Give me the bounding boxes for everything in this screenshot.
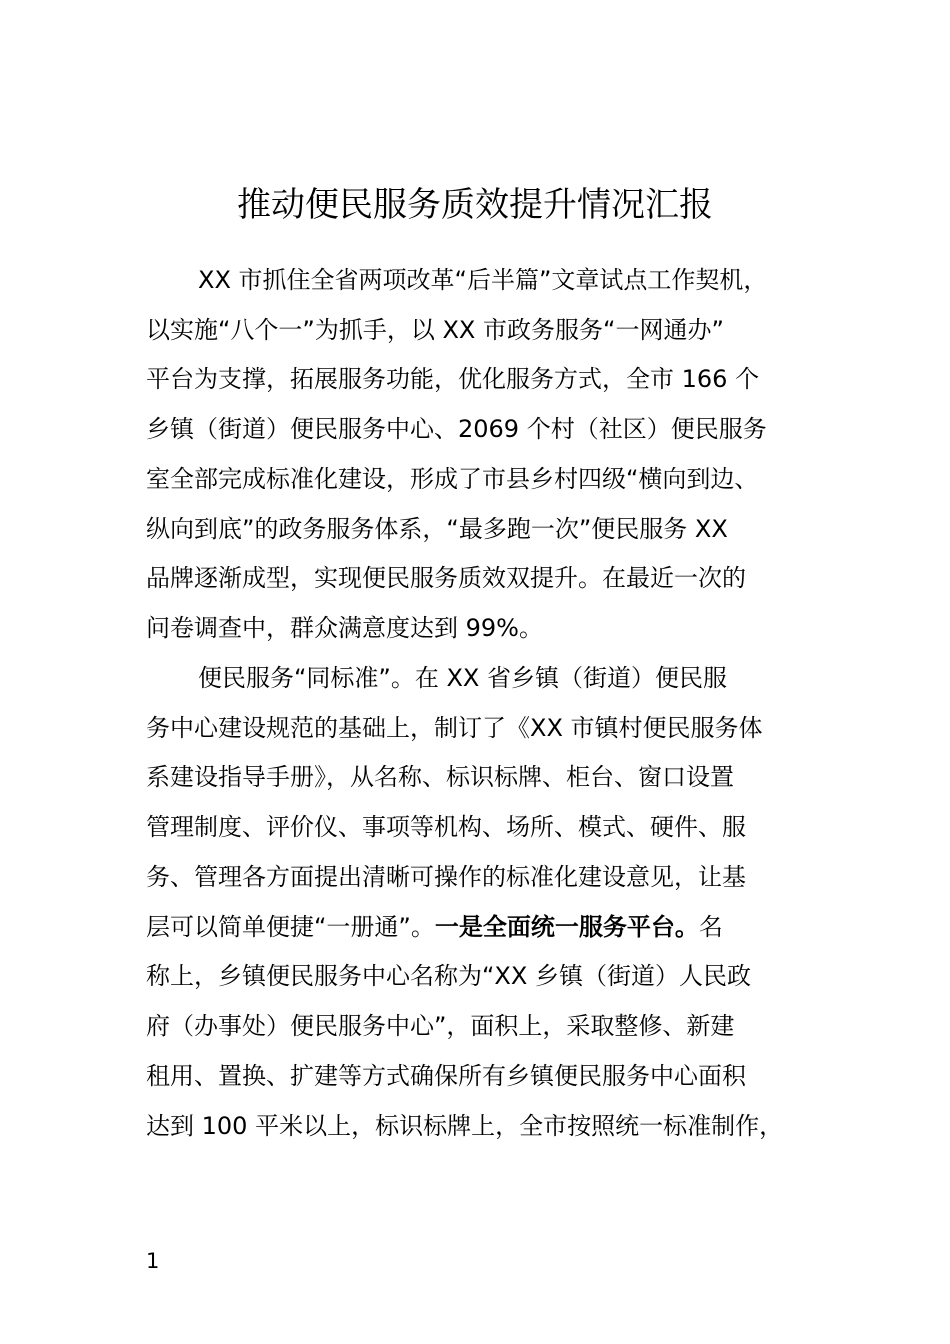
paragraph-line: 称上，乡镇便民服务中心名称为“XX 乡镇（街道）人民政	[146, 962, 751, 990]
inline-bold-heading: 一是全面统一服务平台。	[434, 913, 699, 941]
paragraph-line: 以实施“八个一”为抓手，以 XX 市政务服务“一网通办”	[146, 316, 724, 344]
paragraph-line: 管理制度、评价仪、事项等机构、场所、模式、硬件、服	[146, 813, 746, 841]
line-text: 名	[698, 913, 723, 941]
paragraph-line: 乡镇（街道）便民服务中心、2069 个村（社区）便民服务	[146, 415, 767, 443]
paragraph-line: 府（办事处）便民服务中心”，面积上，采取整修、新建	[146, 1012, 735, 1040]
paragraph-line: 品牌逐渐成型，实现便民服务质效双提升。在最近一次的	[146, 564, 746, 592]
paragraph-line: XX 市抓住全省两项改革“后半篇”文章试点工作契机，	[198, 266, 768, 294]
paragraph-line: 室全部完成标准化建设，形成了市县乡村四级“横向到边、	[146, 465, 759, 493]
paragraph-line: 务中心建设规范的基础上，制订了《XX 市镇村便民服务体	[146, 714, 763, 742]
paragraph-line: 达到 100 平米以上，标识标牌上，全市按照统一标准制作，	[146, 1112, 784, 1140]
paragraph-line: 便民服务“同标准”。在 XX 省乡镇（街道）便民服	[198, 664, 728, 692]
paragraph-line: 租用、置换、扩建等方式确保所有乡镇便民服务中心面积	[146, 1062, 746, 1090]
paragraph-line: 务、管理各方面提出清晰可操作的标准化建设意见，让基	[146, 863, 746, 891]
page-number: 1	[146, 1249, 160, 1273]
paragraph-line: 平台为支撑，拓展服务功能，优化服务方式，全市 166 个	[146, 365, 760, 393]
paragraph-line: 系建设指导手册》，从名称、标识标牌、柜台、窗口设置	[146, 763, 734, 791]
paragraph-line: 问卷调查中，群众满意度达到 99%。	[146, 614, 543, 642]
paragraph-line-with-heading	[146, 905, 723, 949]
line-text: 层可以简单便捷“一册通”。	[146, 913, 435, 941]
document-title: 推动便民服务质效提升情况汇报	[237, 185, 713, 225]
paragraph-line: 纵向到底”的政务服务体系，“最多跑一次”便民服务 XX	[146, 515, 728, 543]
